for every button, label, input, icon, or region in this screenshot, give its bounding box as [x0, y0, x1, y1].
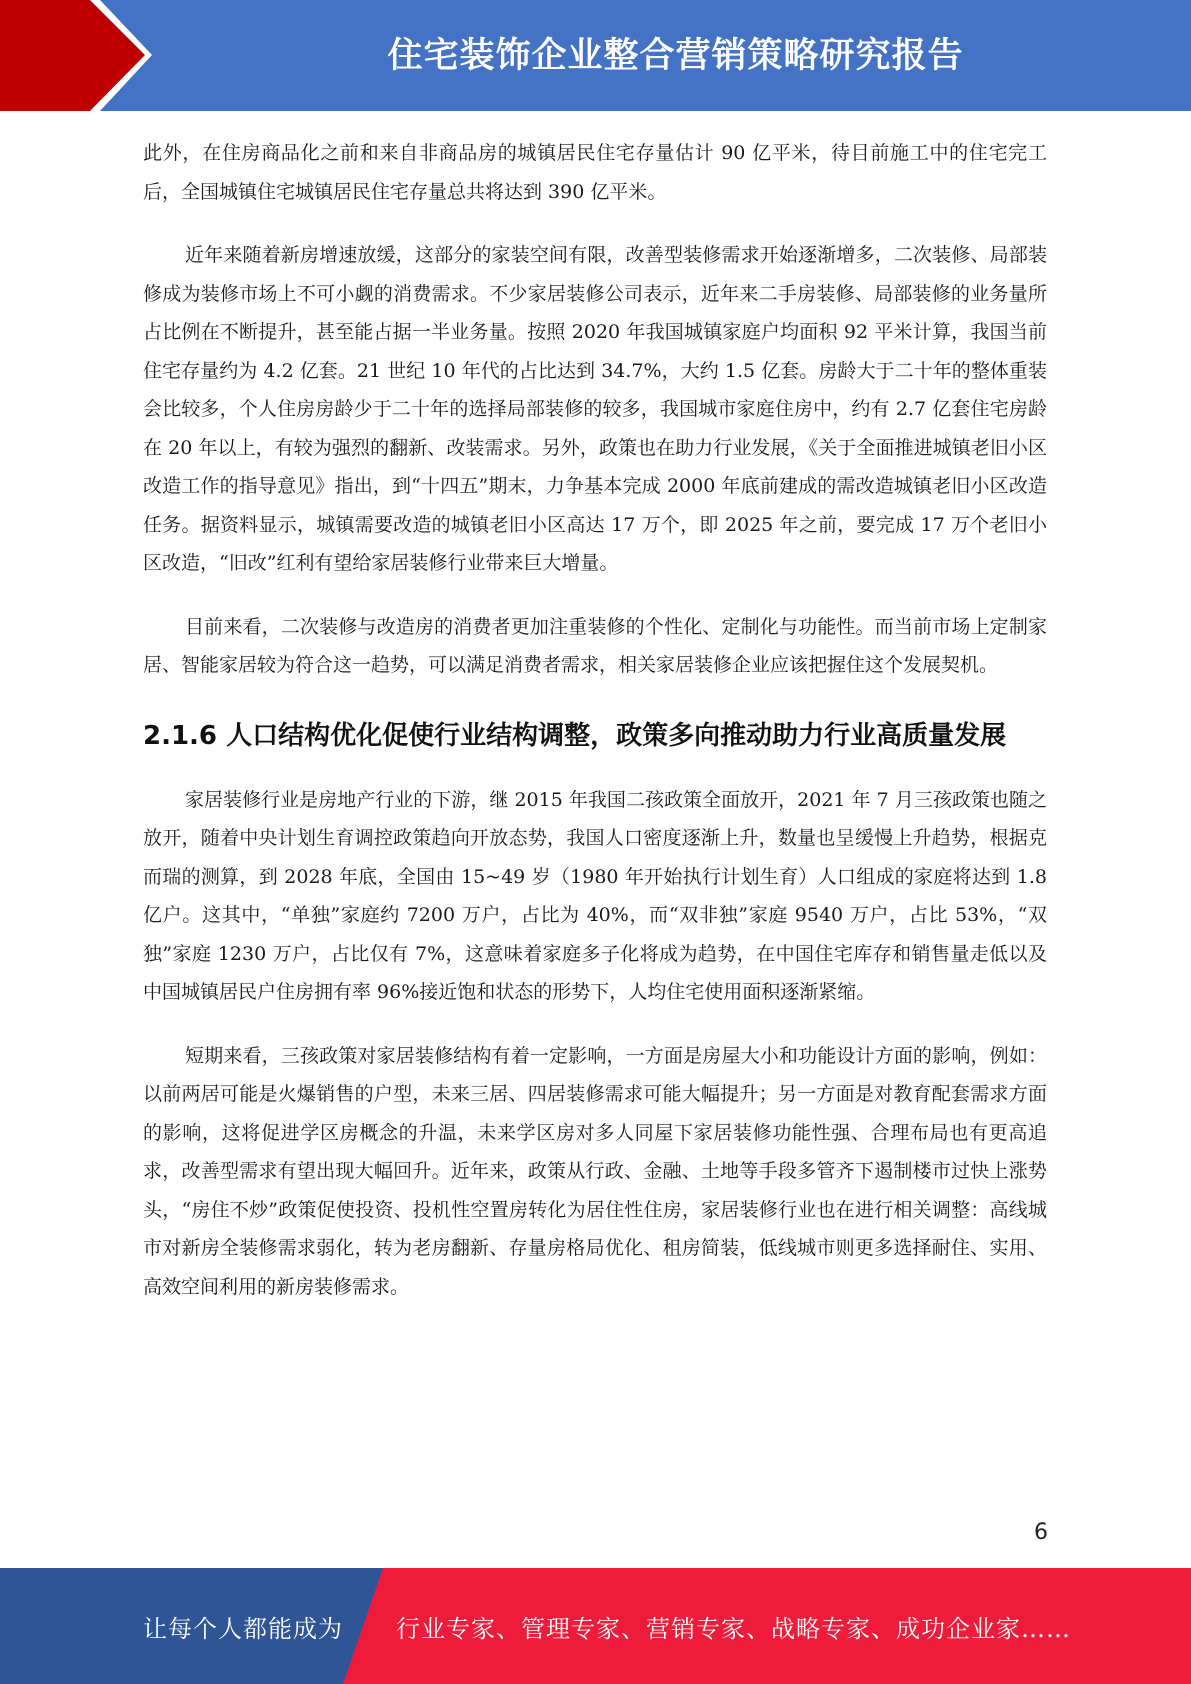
header-red-arrow-decoration — [0, 0, 160, 111]
page-header — [0, 0, 1191, 111]
main-content — [143, 134, 1047, 1331]
section-heading: 2.1.6 人口结构优化促使行业结构调整，政策多向推动助力行业高质量发展 — [143, 720, 1007, 751]
paragraph-3: 目前来看，二次装修与改造房的消费者更加注重装修的个性化、定制化与功能性。而当前市场上定制家居、智能家居较为符合这一趋势，可以满足消费者需求，相关家居装修企业应该把握住这个发展契机。 — [143, 615, 1047, 676]
paragraph-1: 此外，在住房商品化之前和来自非商品房的城镇居民住宅存量估计 90 亿平米，待目前施工中的住宅完工后，全国城镇住宅城镇居民住宅存量总共将达到 390 亿平米。 — [143, 142, 1047, 203]
footer-slogan-left: 让每个人都能成为 — [143, 1615, 343, 1643]
footer-slogan-right: 行业专家、管理专家、营销专家、战略专家、成功企业家…… — [396, 1615, 1071, 1643]
header-title: 住宅装饰企业整合营销策略研究报告 — [387, 36, 964, 76]
paragraph-4: 家居装修行业是房地产行业的下游，继 2015 年我国二孩政策全面放开，2021 年 7 月三孩政策也随之放开，随着中央计划生育调控政策趋向开放态势，我国人口密度逐渐上升，数量也呈缓慢上升趋势，根据克而瑞的测算，到 2028 年底，全国由 15~49 岁（1980 年开始执行计划生育）人口组成的家庭将达到 1.8 亿户。这其中，“单独”家庭约 7200 万户，占比为 40%，而“双非独”家庭 9540 万户，占比 53%，“双独”家庭 1230 万户，占比仅有 7%，这意味着家庭多子化将成为趋势，在中国住宅库存和销售量走低以及中国城镇居民户住房拥有率 96%接近饱和状态的形势下，人均住宅使用面积逐渐紧缩。 — [143, 788, 1047, 1003]
paragraph-2: 近年来随着新房增速放缓，这部分的家装空间有限，改善型装修需求开始逐渐增多，二次装修、局部装修成为装修市场上不可小觑的消费需求。不少家居装修公司表示，近年来二手房装修、局部装修的业务量所占比例在不断提升，甚至能占据一半业务量。按照 2020 年我国城镇家庭户均面积 92 平米计算，我国当前住宅存量约为 4.2 亿套。21 世纪 10 年代的占比达到 34.7%，大约 1.5 亿套。房龄大于二十年的整体重装会比较多，个人住房房龄少于二十年的选择局部装修的较多，我国城市家庭住房中，约有 2.7 亿套住宅房龄在 20 年以上，有较为强烈的翻新、改装需求。另外，政策也在助力行业发展，《关于全面推进城镇老旧小区改造工作的指导意见》指出，到“十四五”期末，力争基本完成 2000 年底前建成的需改造城镇老旧小区改造任务。据资料显示，城镇需要改造的城镇老旧小区高达 17 万个，即 2025 年之前，要完成 17 万个老旧小区改造，“旧改”红利有望给家居装修行业带来巨大增量。 — [143, 244, 1047, 574]
page-number: 6 — [1034, 1520, 1048, 1545]
page-footer — [0, 1568, 1191, 1684]
paragraph-5: 短期来看，三孩政策对家居装修结构有着一定影响，一方面是房屋大小和功能设计方面的影响，例如：以前两居可能是火爆销售的户型，未来三居、四居装修需求可能大幅提升；另一方面是对教育配套需求方面的影响，这将促进学区房概念的升温，未来学区房对多人同屋下家居装修功能性强、合理布局也有更高追求，改善型需求有望出现大幅回升。近年来，政策从行政、金融、土地等手段多管齐下遏制楼市过快上涨势头，“房住不炒”政策促使投资、投机性空置房转化为居住性住房，家居装修行业也在进行相关调整：高线城市对新房全装修需求弱化，转为老房翻新、存量房格局优化、租房简装，低线城市则更多选择耐住、实用、高效空间利用的新房装修需求。 — [143, 1044, 1047, 1298]
